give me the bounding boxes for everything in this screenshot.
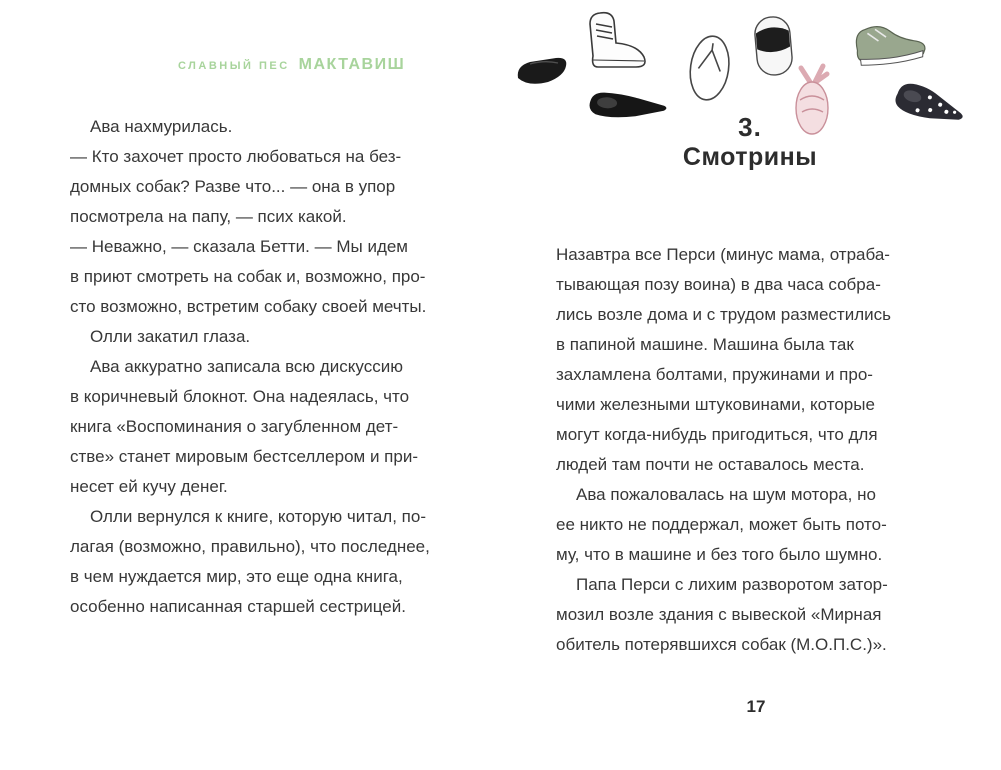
text-line: домных собак? Разве что... — она в упор <box>70 177 396 196</box>
text-line: лись возле дома и с трудом разместились <box>556 305 891 324</box>
text-line: могут когда-нибудь пригодиться, что для <box>556 425 878 444</box>
running-header-title: МАКТАВИШ <box>298 56 406 73</box>
text-line: стве» станет мировым бестселлером и при- <box>70 447 418 466</box>
chapter-title: Смотрины <box>682 143 818 171</box>
text-line: людей там почти не оставалось места. <box>556 455 865 474</box>
text-line: Олли вернулся к книге, которую читал, по- <box>90 507 426 526</box>
sneaker-icon <box>854 21 926 67</box>
text-line: Олли закатил глаза. <box>90 327 251 346</box>
text-line: Назавтра все Перси (минус мама, отраба- <box>556 245 890 264</box>
text-line: в чем нуждается мир, это еще одна книга, <box>70 567 403 586</box>
left-page-text <box>70 112 470 622</box>
text-line: захламлена болтами, пружинами и про- <box>556 365 873 384</box>
polka-dot-shoe-icon <box>892 80 967 129</box>
pointed-flat-icon <box>589 92 667 120</box>
chapter-number: 3. <box>738 112 762 142</box>
text-line: Папа Перси с лихим разворотом затор- <box>576 575 888 594</box>
chapter-heading <box>665 112 835 172</box>
text-line: Ава пожаловалась на шум мотора, но <box>576 485 876 504</box>
text-line: лагая (возможно, правильно), что последнее, <box>70 537 430 556</box>
text-line: му, что в машине и без того было шумно. <box>556 545 883 564</box>
text-line: посмотрела на папу, — псих какой. <box>70 207 347 226</box>
text-line: ее никто не поддержал, может быть пото- <box>556 515 887 534</box>
flip-flop-icon <box>686 34 733 103</box>
text-line: чими железными штуковинами, которые <box>556 395 875 414</box>
text-line: — Кто захочет просто любоваться на без- <box>70 147 402 166</box>
text-line: Ава аккуратно записала всю дискуссию <box>90 357 403 376</box>
text-line: несет ей кучу денег. <box>70 477 228 496</box>
text-line: мозил возле здания с вывеской «Мирная <box>556 605 882 624</box>
text-line: книга «Воспоминания о загубленном дет- <box>70 417 399 436</box>
text-line: в коричневый блокнот. Она надеялась, что <box>70 387 410 406</box>
text-line: сто возможно, встретим собаку своей мечты. <box>70 297 427 316</box>
text-line: — Неважно, — сказала Бетти. — Мы идем <box>70 237 408 256</box>
text-line: Ава нахмурилась. <box>90 117 233 136</box>
slide-sandal-icon <box>754 16 794 77</box>
right-page-text <box>556 240 956 660</box>
text-line: обитель потерявшихся собак (М.О.П.С.)». <box>556 635 887 654</box>
lace-up-boot-icon <box>590 13 645 67</box>
text-line: в приют смотреть на собак и, возможно, про- <box>70 267 426 286</box>
running-header <box>178 56 405 74</box>
text-line: в папиной машине. Машина была так <box>556 335 854 354</box>
page-number: 17 <box>746 697 766 716</box>
ballet-flat-icon <box>518 58 567 84</box>
text-line: тывающая позу воина) в два часа собра- <box>556 275 881 294</box>
running-header-series: СЛАВНЫЙ ПЕС <box>178 60 290 72</box>
text-line: особенно написанная старшей сестрицей. <box>70 597 406 616</box>
